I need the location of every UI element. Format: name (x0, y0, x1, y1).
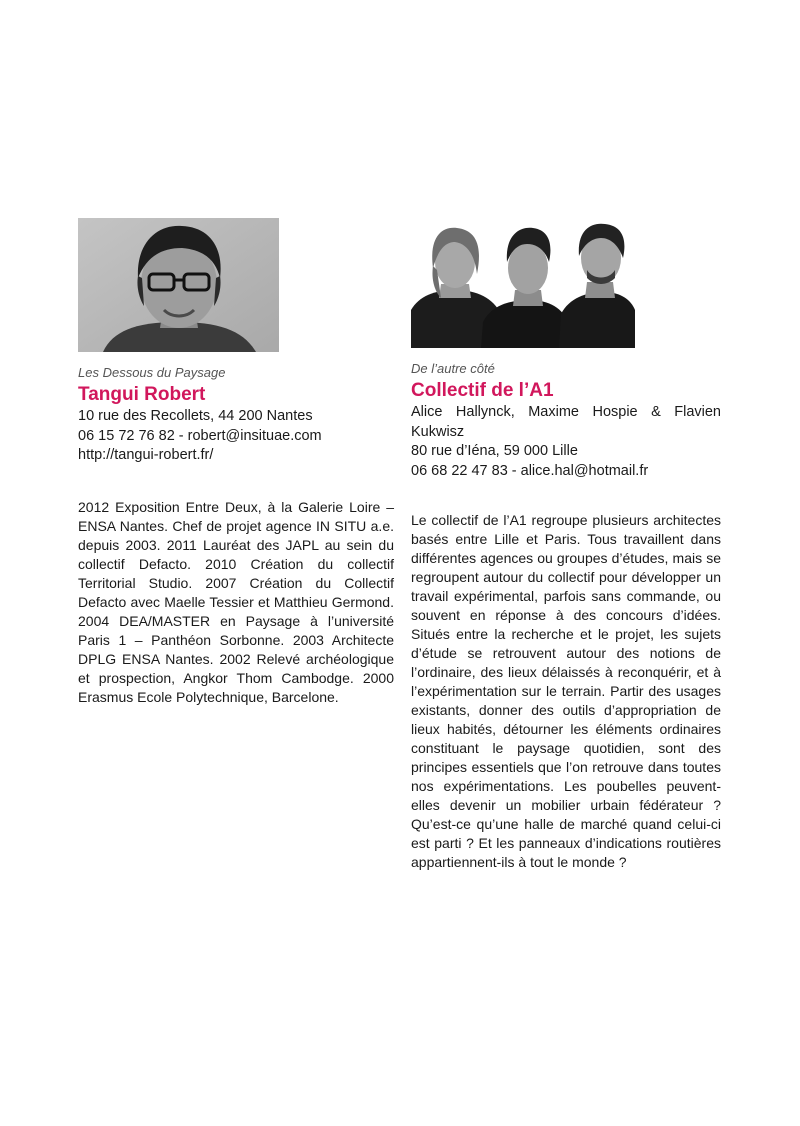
portrait-photo (78, 218, 279, 352)
phone-email[interactable]: 06 68 22 47 83 - alice.hal@hotmail.fr (411, 462, 649, 479)
group-photo-icon (411, 218, 635, 348)
group-photo (411, 218, 635, 348)
series-title: Les Dessous du Paysage (78, 365, 226, 380)
profile-tangui-robert (78, 218, 394, 707)
collective-description: Le collectif de l’A1 regroupe plusieurs architectes basés entre Lille et Paris. Tous travaillent dans différentes agences ou groupes d’études, mais se regroupent autour du collectif pour développer un travail expérimental, parfois sans commande, ou souvent en réponse à des concours d’idées. Situés entre la recherche et le projet, les sujets d’étude se retrouvent autour des notions de l’ordinaire, des lieux délaissés à reconquérir, et à l’expérimentation sur le terrain. Partir des usages existants, donner des outils d’appropriation de lieux habités, détourner les éléments ordinaires constituant le paysage quotidien, sont des principes essentiels que l’on retrouve dans toutes nos expérimentations. Les poubelles peuvent-elles devenir un mobilier urbain fédérateur ? Qu’est-ce qu’une halle de marché quand celui-ci est parti ? Et les panneaux d’indications routières appartiennent-ils à tout le monde ? (411, 512, 721, 870)
biography-text: 2012 Exposition Entre Deux, à la Galerie Loire – ENSA Nantes. Chef de projet agence IN SITU a.e. depuis 2003. 2011 Lauréat des JAPL au sein du collectif Defacto. 2010 Création du collectif Territorial Studio. 2007 Création du Collectif Defacto avec Maelle Tessier et Matthieu Germond. 2004 DEA/MASTER en Paysage à l’université Paris 1 – Panthéon Sorbonne. 2003 Architecte DPLG ENSA Nantes. 2002 Relevé archéologique et prospection, Angkor Thom Cambodge. 2000 Erasmus Ecole Polytechnique, Barcelone. (78, 498, 394, 705)
members: Alice Hallynck, Maxime Hospie & Flavien Kukwisz (411, 404, 721, 440)
portrait-photo-icon (78, 218, 279, 352)
phone-email[interactable]: 06 15 72 76 82 - robert@insituae.com (78, 427, 322, 444)
website-link[interactable]: http://tangui-robert.fr/ (78, 447, 214, 463)
collective-name: Collectif de l’A1 (411, 380, 554, 401)
address: 80 rue d’Iéna, 59 000 Lille (411, 443, 578, 459)
series-title: De l’autre côté (411, 361, 495, 376)
contact-block (78, 407, 394, 466)
person-name: Tangui Robert (78, 384, 206, 405)
address: 10 rue des Recollets, 44 200 Nantes (78, 408, 313, 424)
profile-collectif-a1 (411, 218, 721, 872)
contact-block (411, 403, 721, 481)
